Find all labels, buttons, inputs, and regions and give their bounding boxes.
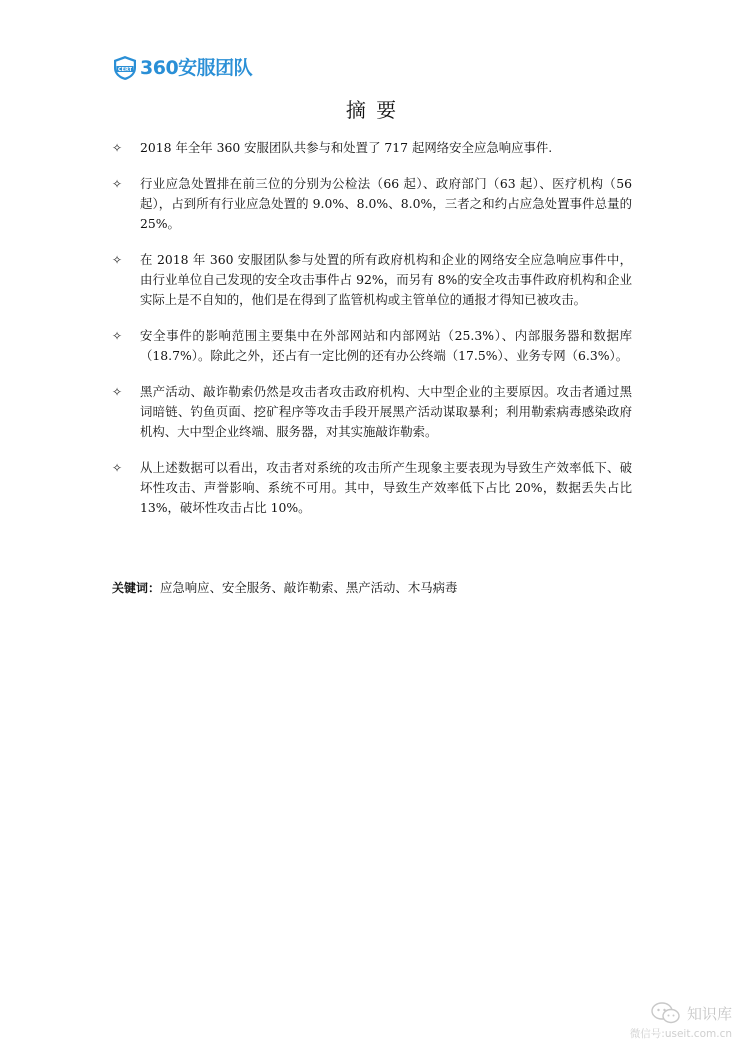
- diamond-star-icon: ✧: [112, 329, 123, 343]
- watermark-name: 知识库: [686, 1004, 732, 1023]
- list-item: [112, 382, 632, 442]
- diamond-star-icon: ✧: [112, 253, 123, 267]
- list-item-text: 行业应急处置排在前三位的分别为公检法（66 起）、政府部门（63 起）、医疗机构（56 起），占到所有行业应急处置的 9.0%、8.0%、8.0%，三者之和约占应急处置事件总量的 25%。: [140, 176, 632, 231]
- logo-badge-text: CERT: [117, 66, 133, 73]
- diamond-star-icon: ✧: [112, 141, 123, 155]
- shield-logo-icon: [112, 55, 138, 81]
- list-item-text: 从上述数据可以看出，攻击者对系统的攻击所产生现象主要表现为导致生产效率低下、破坏性攻击、声誉影响、系统不可用。其中，导致生产效率低下占比 20%，数据丢失占比 13%，破坏性攻击占比 10%。: [140, 460, 632, 515]
- list-item: [112, 326, 632, 366]
- list-item-text: 2018 年全年 360 安服团队共参与和处置了 717 起网络安全应急响应事件.: [140, 140, 553, 155]
- keywords-value: 应急响应、安全服务、敲诈勒索、黑产活动、木马病毒: [160, 580, 458, 595]
- logo: [112, 55, 252, 81]
- wechat-icon: [651, 1002, 681, 1024]
- list-item: [112, 174, 632, 234]
- summary-list: [112, 138, 632, 534]
- keywords: [112, 578, 457, 598]
- list-item: [112, 138, 632, 158]
- list-item-text: 在 2018 年 360 安服团队参与处置的所有政府机构和企业的网络安全应急响应事件中，由行业单位自己发现的安全攻击事件占 92%，而另有 8%的安全攻击事件政府机构和企业实际上是不自知的，他们是在得到了监管机构或主管单位的通报才得知已被攻击。: [140, 252, 632, 307]
- diamond-star-icon: ✧: [112, 461, 123, 475]
- list-item: [112, 458, 632, 518]
- watermark-sub: 微信号:useit.com.cn: [629, 1028, 732, 1040]
- list-item-text: 黑产活动、敲诈勒索仍然是攻击者攻击政府机构、大中型企业的主要原因。攻击者通过黑词暗链、钓鱼页面、挖矿程序等攻击手段开展黑产活动谋取暴利；利用勒索病毒感染政府机构、大中型企业终端、服务器，对其实施敲诈勒索。: [140, 384, 632, 439]
- logo-text: 360安服团队: [140, 57, 253, 79]
- list-item: [112, 250, 632, 310]
- page-title: 摘 要: [345, 98, 399, 122]
- list-item-text: 安全事件的影响范围主要集中在外部网站和内部网站（25.3%）、内部服务器和数据库（18.7%）。除此之外，还占有一定比例的还有办公终端（17.5%）、业务专网（6.3%）。: [140, 328, 632, 363]
- watermark: [622, 1002, 732, 1041]
- diamond-star-icon: ✧: [112, 177, 123, 191]
- keywords-label: 关键词：: [112, 581, 161, 595]
- diamond-star-icon: ✧: [112, 385, 123, 399]
